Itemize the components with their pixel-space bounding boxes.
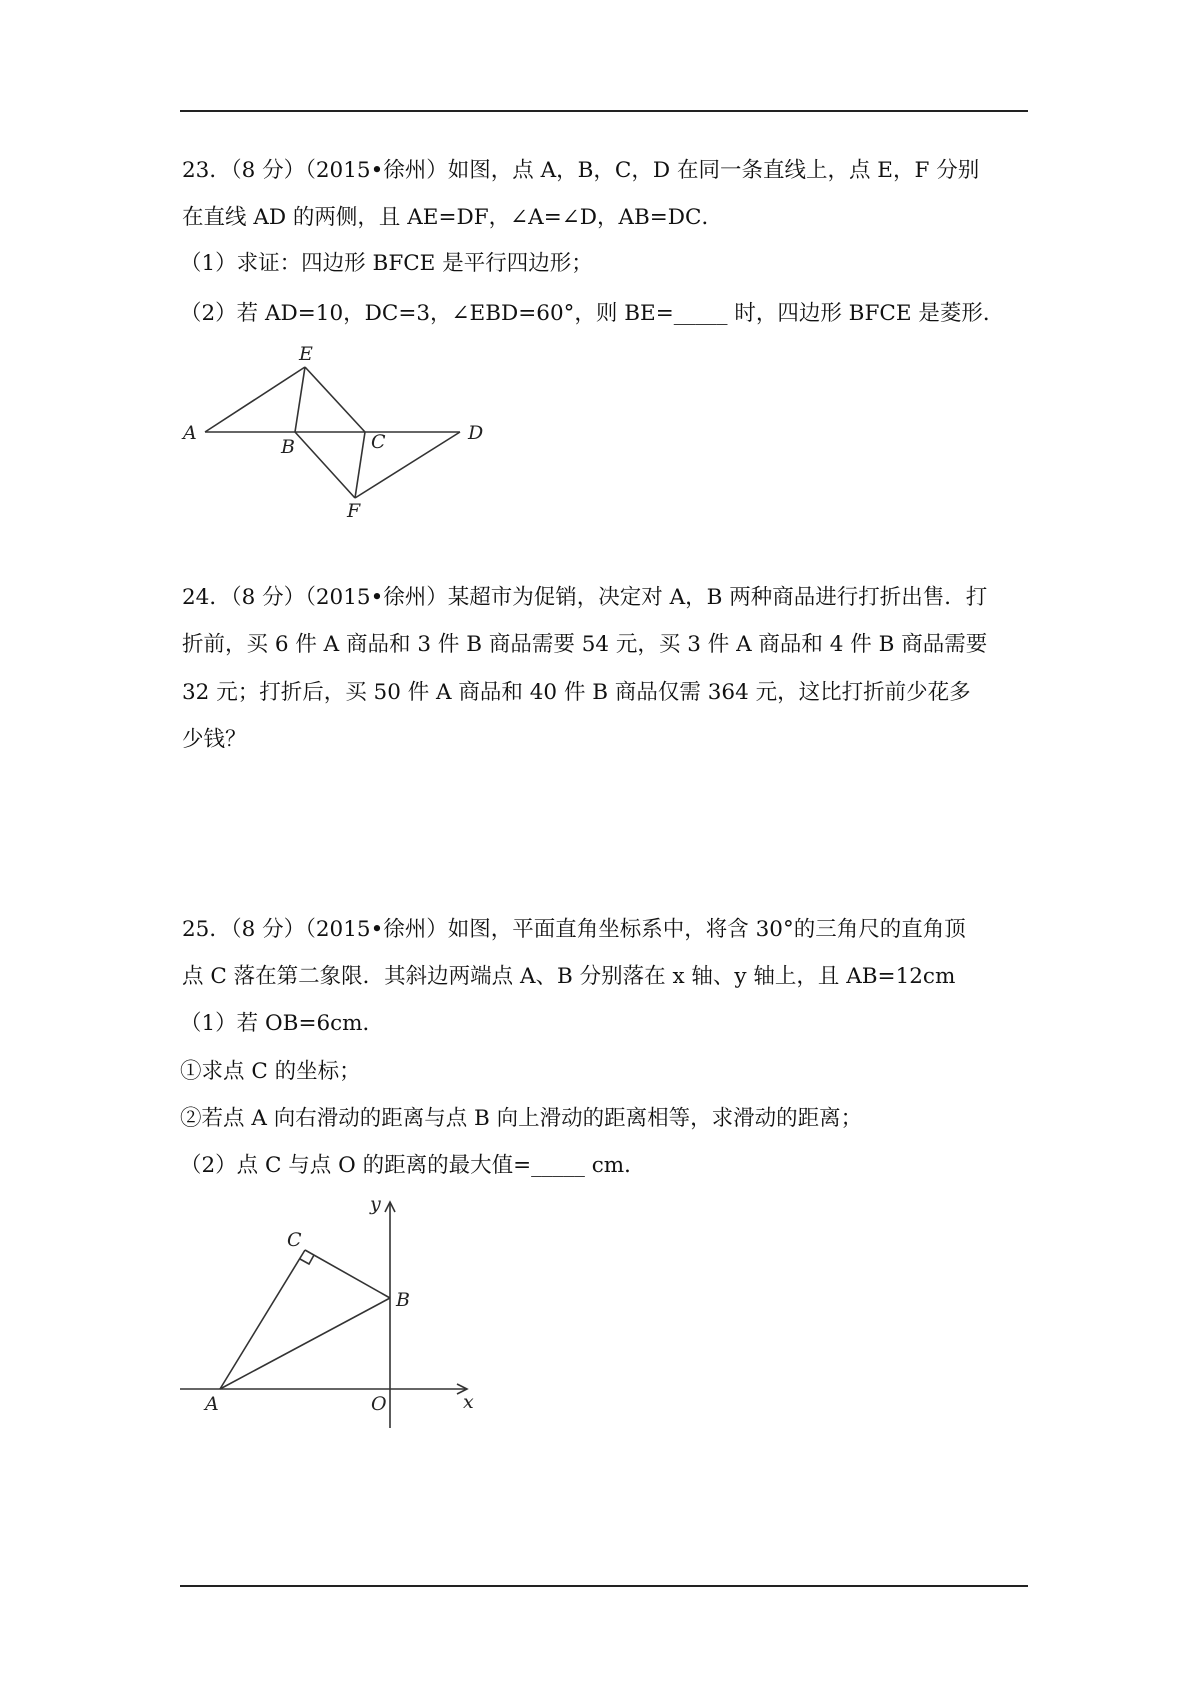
q25-label-b: B — [396, 1289, 410, 1311]
q25-label-x: x — [463, 1391, 474, 1413]
q25-label-c: C — [287, 1229, 302, 1251]
q25-triangle — [220, 1250, 390, 1389]
segment-ac — [220, 1250, 305, 1389]
q25-part-1: （1）若 OB=6cm． — [180, 1011, 385, 1036]
header-rule — [180, 110, 1028, 112]
q23-line-2: 在直线 AD 的两侧，且 AE=DF，∠A=∠D，AB=DC． — [182, 205, 723, 230]
q25-line-2: 点 C 落在第二象限．其斜边两端点 A、B 分别落在 x 轴、y 轴上，且 AB=12cm — [182, 964, 956, 989]
q24-line-2: 折前，买 6 件 A 商品和 3 件 B 商品需要 54 元，买 3 件 A 商品和 4 件 B 商品需要 — [182, 632, 988, 657]
right-angle-mark — [300, 1255, 314, 1264]
segment-cb — [305, 1250, 390, 1298]
q25-label-y: y — [370, 1193, 381, 1215]
q23-label-e: E — [299, 343, 313, 365]
q24-line-4: 少钱？ — [182, 727, 247, 752]
q25-part-2: （2）点 C 与点 O 的距离的最大值=_____ cm． — [180, 1153, 646, 1178]
segment-bf — [295, 432, 355, 498]
segment-ae — [205, 367, 305, 432]
q24-line-1: 24．（8 分）（2015•徐州）某超市为促销，决定对 A，B 两种商品进行打折出售．打 — [182, 585, 988, 610]
q23-label-b: B — [281, 436, 295, 458]
q25-sub-1: ①求点 C 的坐标； — [180, 1059, 361, 1084]
q25-axes — [180, 1202, 467, 1428]
q23-label-a: A — [183, 422, 197, 444]
q23-label-d: D — [468, 422, 484, 444]
q23-figure — [175, 335, 495, 525]
q23-line-1: 23．（8 分）（2015•徐州）如图，点 A，B，C，D 在同一条直线上，点 E，F 分别 — [182, 158, 980, 183]
q23-part-1: （1）求证：四边形 BFCE 是平行四边形； — [180, 251, 593, 276]
q23-label-f: F — [347, 500, 361, 522]
segment-ab — [220, 1298, 390, 1389]
q24-line-3: 32 元；打折后，买 50 件 A 商品和 40 件 B 商品仅需 364 元，这比打折前少花多 — [182, 680, 971, 705]
q23-figure-lines — [205, 367, 460, 498]
q23-label-c: C — [371, 431, 386, 453]
q23-part-2: （2）若 AD=10，DC=3，∠EBD=60°，则 BE=_____ 时，四边形 BFCE 是菱形． — [180, 301, 1005, 326]
q25-line-1: 25．（8 分）（2015•徐州）如图，平面直角坐标系中，将含 30°的三角尺的直角顶 — [182, 917, 966, 942]
q25-figure — [175, 1190, 485, 1440]
segment-ec — [305, 367, 365, 432]
footer-rule — [180, 1585, 1028, 1587]
q25-label-a: A — [205, 1393, 219, 1415]
segment-cf — [355, 432, 365, 498]
q25-sub-2: ②若点 A 向右滑动的距离与点 B 向上滑动的距离相等，求滑动的距离； — [180, 1106, 863, 1131]
q25-label-o: O — [371, 1393, 387, 1415]
segment-eb — [295, 367, 305, 432]
